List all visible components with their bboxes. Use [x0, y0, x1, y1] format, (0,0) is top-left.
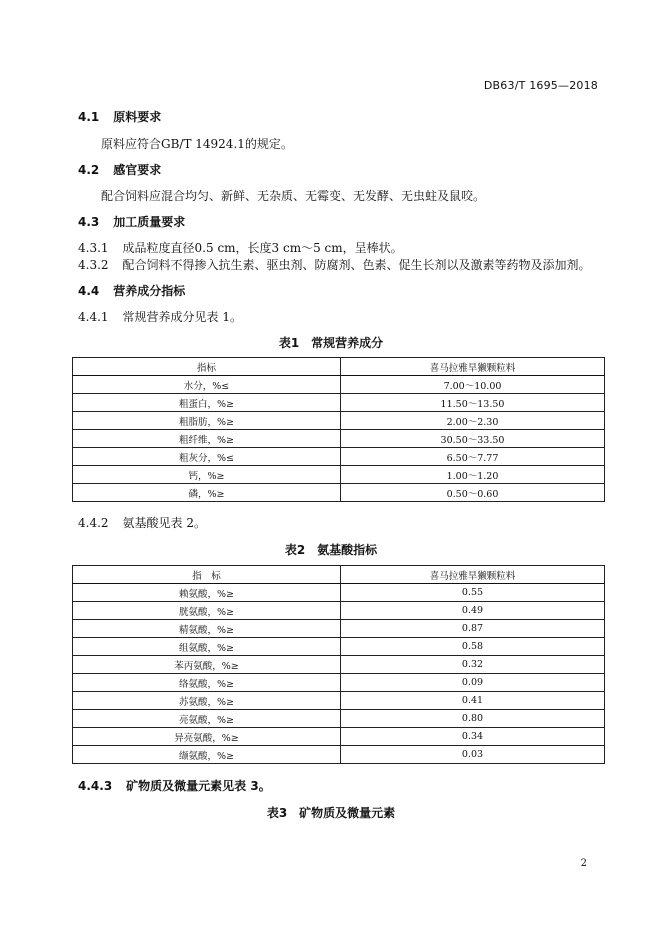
table-cell: 0.58 — [341, 638, 605, 656]
table-row — [73, 602, 605, 620]
section-number: 4.3.2 — [78, 258, 109, 272]
section-4-3-heading — [78, 213, 185, 230]
section-4-1-text: 原料应符合GB/T 14924.1的规定。 — [101, 137, 293, 151]
document-id: DB63/T 1695—2018 — [483, 79, 598, 92]
table-cell: 苏氨酸，%≥ — [73, 692, 341, 710]
table-row — [73, 692, 605, 710]
table-header-cell: 喜马拉雅旱獭颗粒料 — [341, 566, 605, 584]
table-header-row — [73, 358, 605, 376]
table-cell: 粗脂肪，%≥ — [73, 412, 341, 430]
section-title: 原料要求 — [113, 110, 162, 124]
table-1-caption: 表1 常规营养成分 — [278, 336, 384, 350]
section-number: 4.3 — [78, 215, 100, 229]
table-row — [73, 746, 605, 764]
section-number: 4.4.3 — [78, 779, 113, 793]
section-text: 配合饲料不得掺入抗生素、驱虫剂、防腐剂、色素、促生长剂以及激素等药物及添加剂。 — [122, 258, 591, 272]
section-number: 4.1 — [78, 110, 100, 124]
table-cell: 苯丙氨酸，%≥ — [73, 656, 341, 674]
section-number: 4.3.1 — [78, 241, 109, 255]
table-row — [73, 656, 605, 674]
section-4-4-1 — [78, 308, 242, 325]
section-4-4-heading — [78, 282, 185, 299]
table-cell: 1.00～1.20 — [341, 466, 605, 484]
page-number: 2 — [580, 858, 587, 869]
table-cell: 组氨酸，%≥ — [73, 638, 341, 656]
table-cell: 6.50～7.77 — [341, 448, 605, 466]
table-cell: 缬氨酸，%≥ — [73, 746, 341, 764]
table-cell: 0.50～0.60 — [341, 484, 605, 502]
section-4-3-2 — [78, 256, 591, 273]
section-4-4-3-heading — [78, 777, 271, 794]
table-cell: 赖氨酸，%≥ — [73, 584, 341, 602]
table-row — [73, 484, 605, 502]
table-row — [73, 412, 605, 430]
table-header-row — [73, 566, 605, 584]
section-4-2-text: 配合饲料应混合均匀、新鲜、无杂质、无霉变、无发酵、无虫蛀及鼠咬。 — [101, 189, 486, 203]
table-row — [73, 584, 605, 602]
table-row — [73, 710, 605, 728]
table-header-cell: 指标 — [73, 358, 341, 376]
table-3-caption: 表3 矿物质及微量元素 — [266, 806, 396, 820]
section-title: 矿物质及微量元素见表 3。 — [126, 779, 271, 793]
section-number: 4.4.2 — [78, 516, 109, 530]
table-2 — [72, 565, 605, 764]
table-cell: 0.32 — [341, 656, 605, 674]
table-row — [73, 638, 605, 656]
table-cell: 磷，%≥ — [73, 484, 341, 502]
table-2-caption: 表2 氨基酸指标 — [284, 543, 378, 557]
table-1 — [72, 357, 605, 502]
section-number: 4.2 — [78, 163, 100, 177]
section-4-2-heading — [78, 161, 161, 178]
section-4-3-1 — [78, 239, 403, 256]
table-cell: 水分，%≤ — [73, 376, 341, 394]
table-row — [73, 466, 605, 484]
table-cell: 粗灰分，%≤ — [73, 448, 341, 466]
section-text: 氨基酸见表 2。 — [122, 516, 206, 530]
section-text: 成品粒度直径0.5 cm，长度3 cm～5 cm，呈棒状。 — [122, 241, 403, 255]
table-cell: 0.09 — [341, 674, 605, 692]
section-title: 加工质量要求 — [113, 215, 186, 229]
table-cell: 0.03 — [341, 746, 605, 764]
table-cell: 0.49 — [341, 602, 605, 620]
table-cell: 粗蛋白，%≥ — [73, 394, 341, 412]
table-row — [73, 394, 605, 412]
table-cell: 钙，%≥ — [73, 466, 341, 484]
table-cell: 精氨酸，%≥ — [73, 620, 341, 638]
section-4-1-heading — [78, 108, 161, 125]
section-text: 常规营养成分见表 1。 — [122, 310, 242, 324]
table-row — [73, 674, 605, 692]
table-cell: 0.34 — [341, 728, 605, 746]
table-header-cell: 指 标 — [73, 566, 341, 584]
table-cell: 30.50～33.50 — [341, 430, 605, 448]
table-cell: 0.41 — [341, 692, 605, 710]
table-cell: 0.87 — [341, 620, 605, 638]
section-title: 感官要求 — [113, 163, 162, 177]
table-cell: 2.00～2.30 — [341, 412, 605, 430]
table-row — [73, 728, 605, 746]
table-cell: 0.80 — [341, 710, 605, 728]
table-cell: 络氨酸，%≥ — [73, 674, 341, 692]
section-number: 4.4 — [78, 284, 100, 298]
table-cell: 胱氨酸，%≥ — [73, 602, 341, 620]
table-cell: 亮氨酸，%≥ — [73, 710, 341, 728]
table-cell: 0.55 — [341, 584, 605, 602]
table-row — [73, 448, 605, 466]
table-row — [73, 620, 605, 638]
table-cell: 异亮氨酸，%≥ — [73, 728, 341, 746]
table-row — [73, 430, 605, 448]
section-4-4-2 — [78, 514, 206, 531]
section-title: 营养成分指标 — [113, 284, 186, 298]
section-number: 4.4.1 — [78, 310, 109, 324]
table-row — [73, 376, 605, 394]
table-cell: 7.00～10.00 — [341, 376, 605, 394]
table-header-cell: 喜马拉雅旱獭颗粒料 — [341, 358, 605, 376]
table-cell: 粗纤维，%≥ — [73, 430, 341, 448]
table-cell: 11.50～13.50 — [341, 394, 605, 412]
